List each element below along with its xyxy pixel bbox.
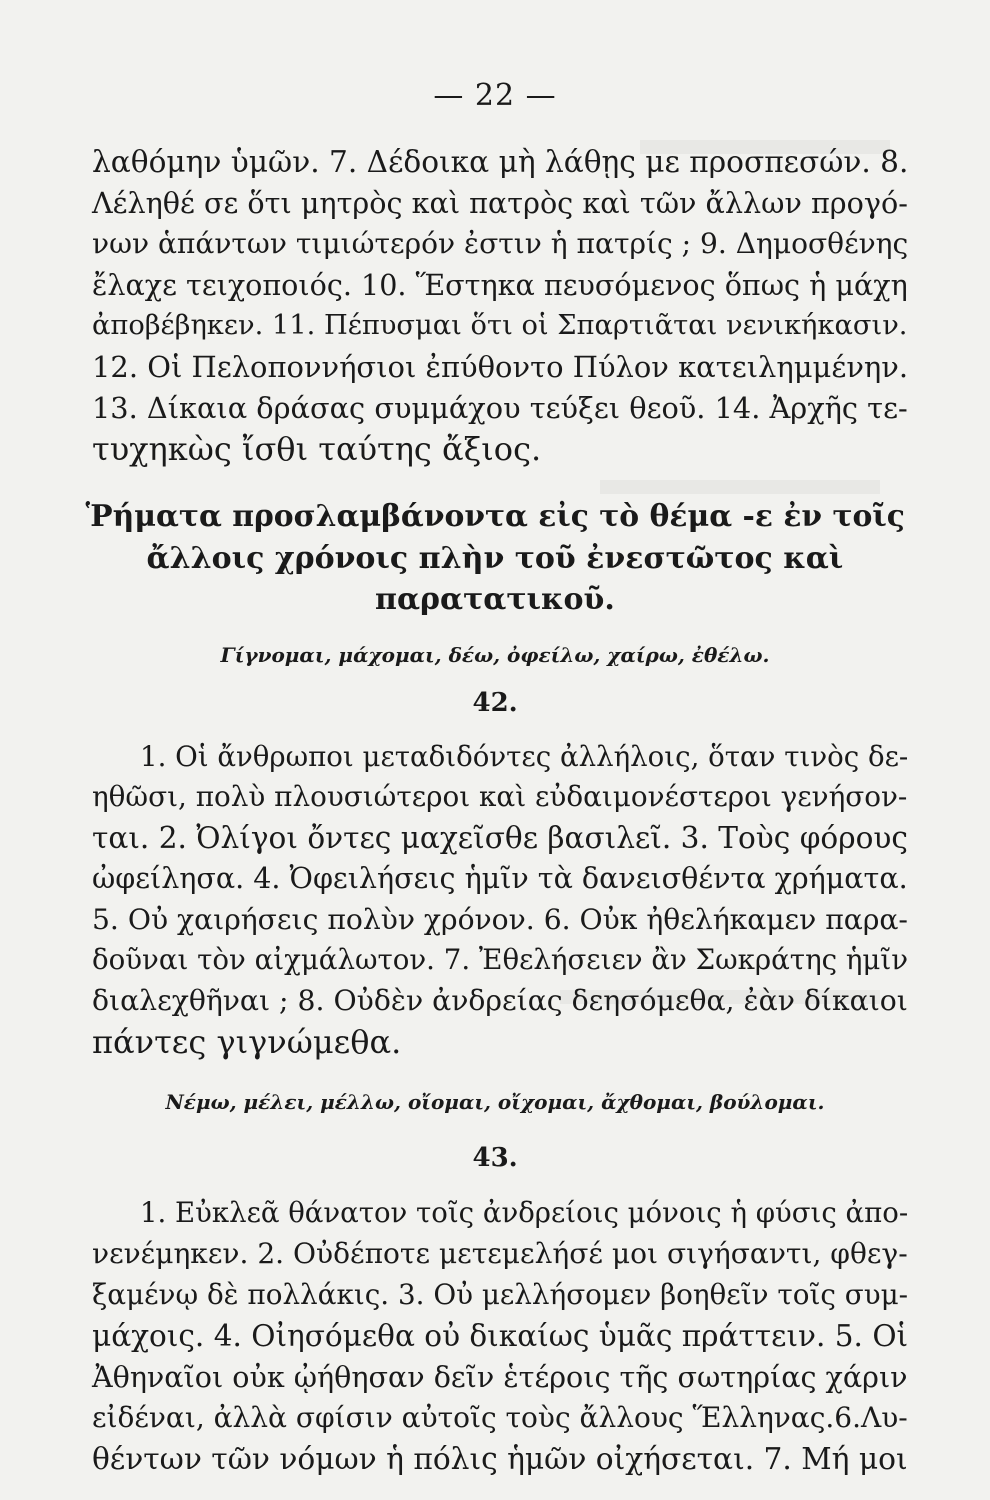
section-heading-line: ἄλλοις χρόνοις πλὴν τοῦ ἐνεστῶτος καὶ <box>146 541 844 576</box>
exercise-number: 43. <box>472 1143 518 1173</box>
text-line: 13. Δίκαια δράσας συμμάχου τεύξει θεοῦ. 14. Ἀρχῆς τε- <box>92 391 908 425</box>
text-line: ξαμένῳ δὲ πολλάκις. 3. Οὐ μελλήσομεν βοηθεῖν τοῖς συμ- <box>92 1278 909 1311</box>
bleed-through-mark <box>600 480 880 494</box>
text-line: νενέμηκεν. 2. Οὐδέποτε μετεμελήσέ μοι σιγήσαντι, φθεγ- <box>92 1237 908 1270</box>
text-line: 5. Οὐ χαιρήσεις πολὺν χρόνον. 6. Οὐκ ἠθελήκαμεν παρα- <box>92 903 908 936</box>
section-heading-line: Ῥήματα προσλαμβάνοντα εἰς τὸ θέμα -ε ἐν τοῖς <box>85 499 905 534</box>
section-heading-line: παρατατικοῦ. <box>375 582 615 617</box>
text-line: θέντων τῶν νόμων ἡ πόλις ἡμῶν οἰχήσεται. 7. Μή μοι <box>92 1441 908 1476</box>
text-line: διαλεχθῆναι ; 8. Οὐδὲν ἀνδρείας δεησόμεθα, ἐὰν δίκαιοι <box>92 984 908 1017</box>
text-line: 1. Εὐκλεᾶ θάνατον τοῖς ἀνδρείοις μόνοις ἡ φύσις ἀπο- <box>140 1197 909 1229</box>
text-line: Ἀθηναῖοι οὐκ ᾠήθησαν δεῖν ἑτέροις τῆς σωτηρίας χάριν <box>92 1360 908 1394</box>
text-line: τυχηκὼς ἴσθι ταύτης ἄξιος. <box>92 430 542 468</box>
text-line: λαθόμην ὑμῶν. 7. Δέδοικα μὴ λάθῃς με προσπεσών. 8. <box>92 145 909 179</box>
text-line: Λέληθέ σε ὅτι μητρὸς καὶ πατρὸς καὶ τῶν ἄλλων προγό- <box>92 186 908 220</box>
page-number: — 22 — <box>433 78 557 113</box>
text-line: ται. 2. Ὀλίγοι ὄντες μαχεῖσθε βασιλεῖ. 3. Τοὺς φόρους <box>92 821 908 855</box>
text-line: εἰδέναι, ἀλλὰ σφίσιν αὐτοῖς τοὺς ἄλλους Ἕλληνας.6.Λυ- <box>92 1401 908 1434</box>
text-line: δοῦναι τὸν αἰχμάλωτον. 7. Ἐθελήσειεν ἂν Σωκράτης ἡμῖν <box>92 943 909 976</box>
verb-list: Γίγνομαι, μάχομαι, δέω, ὀφείλω, χαίρω, ἐθέλω. <box>220 643 770 667</box>
text-line: ηθῶσι, πολὺ πλουσιώτεροι καὶ εὐδαιμονέστεροι γενήσον- <box>92 780 908 813</box>
text-line: μάχοις. 4. Οἰησόμεθα οὐ δικαίως ὑμᾶς πράττειν. 5. Οἱ <box>92 1319 909 1353</box>
text-line: πάντες γιγνώμεθα. <box>92 1023 402 1061</box>
text-line: νων ἁπάντων τιμιώτερόν ἐστιν ἡ πατρίς ; 9. Δημοσθένης <box>92 227 909 260</box>
text-line: 12. Οἱ Πελοποννήσιοι ἐπύθοντο Πύλον κατειλημμένην. <box>92 350 909 384</box>
text-line: ὠφείλησα. 4. Ὀφειλήσεις ἡμῖν τὰ δανεισθέντα χρήματα. <box>92 862 908 895</box>
text-line: 1. Οἱ ἄνθρωποι μεταδιδόντες ἀλλήλοις, ὅταν τινὸς δε- <box>140 740 909 773</box>
text-line: ἀποβέβηκεν. 11. Πέπυσμαι ὅτι οἱ Σπαρτιᾶται νενικήκασιν. <box>92 310 908 341</box>
text-line: ἔλαχε τειχοποιός. 10. Ἕστηκα πευσόμενος ὅπως ἡ μάχη <box>92 268 908 302</box>
exercise-number: 42. <box>472 688 518 718</box>
verb-list: Νέμω, μέλει, μέλλω, οἴομαι, οἴχομαι, ἄχθομαι, βούλομαι. <box>165 1090 825 1114</box>
